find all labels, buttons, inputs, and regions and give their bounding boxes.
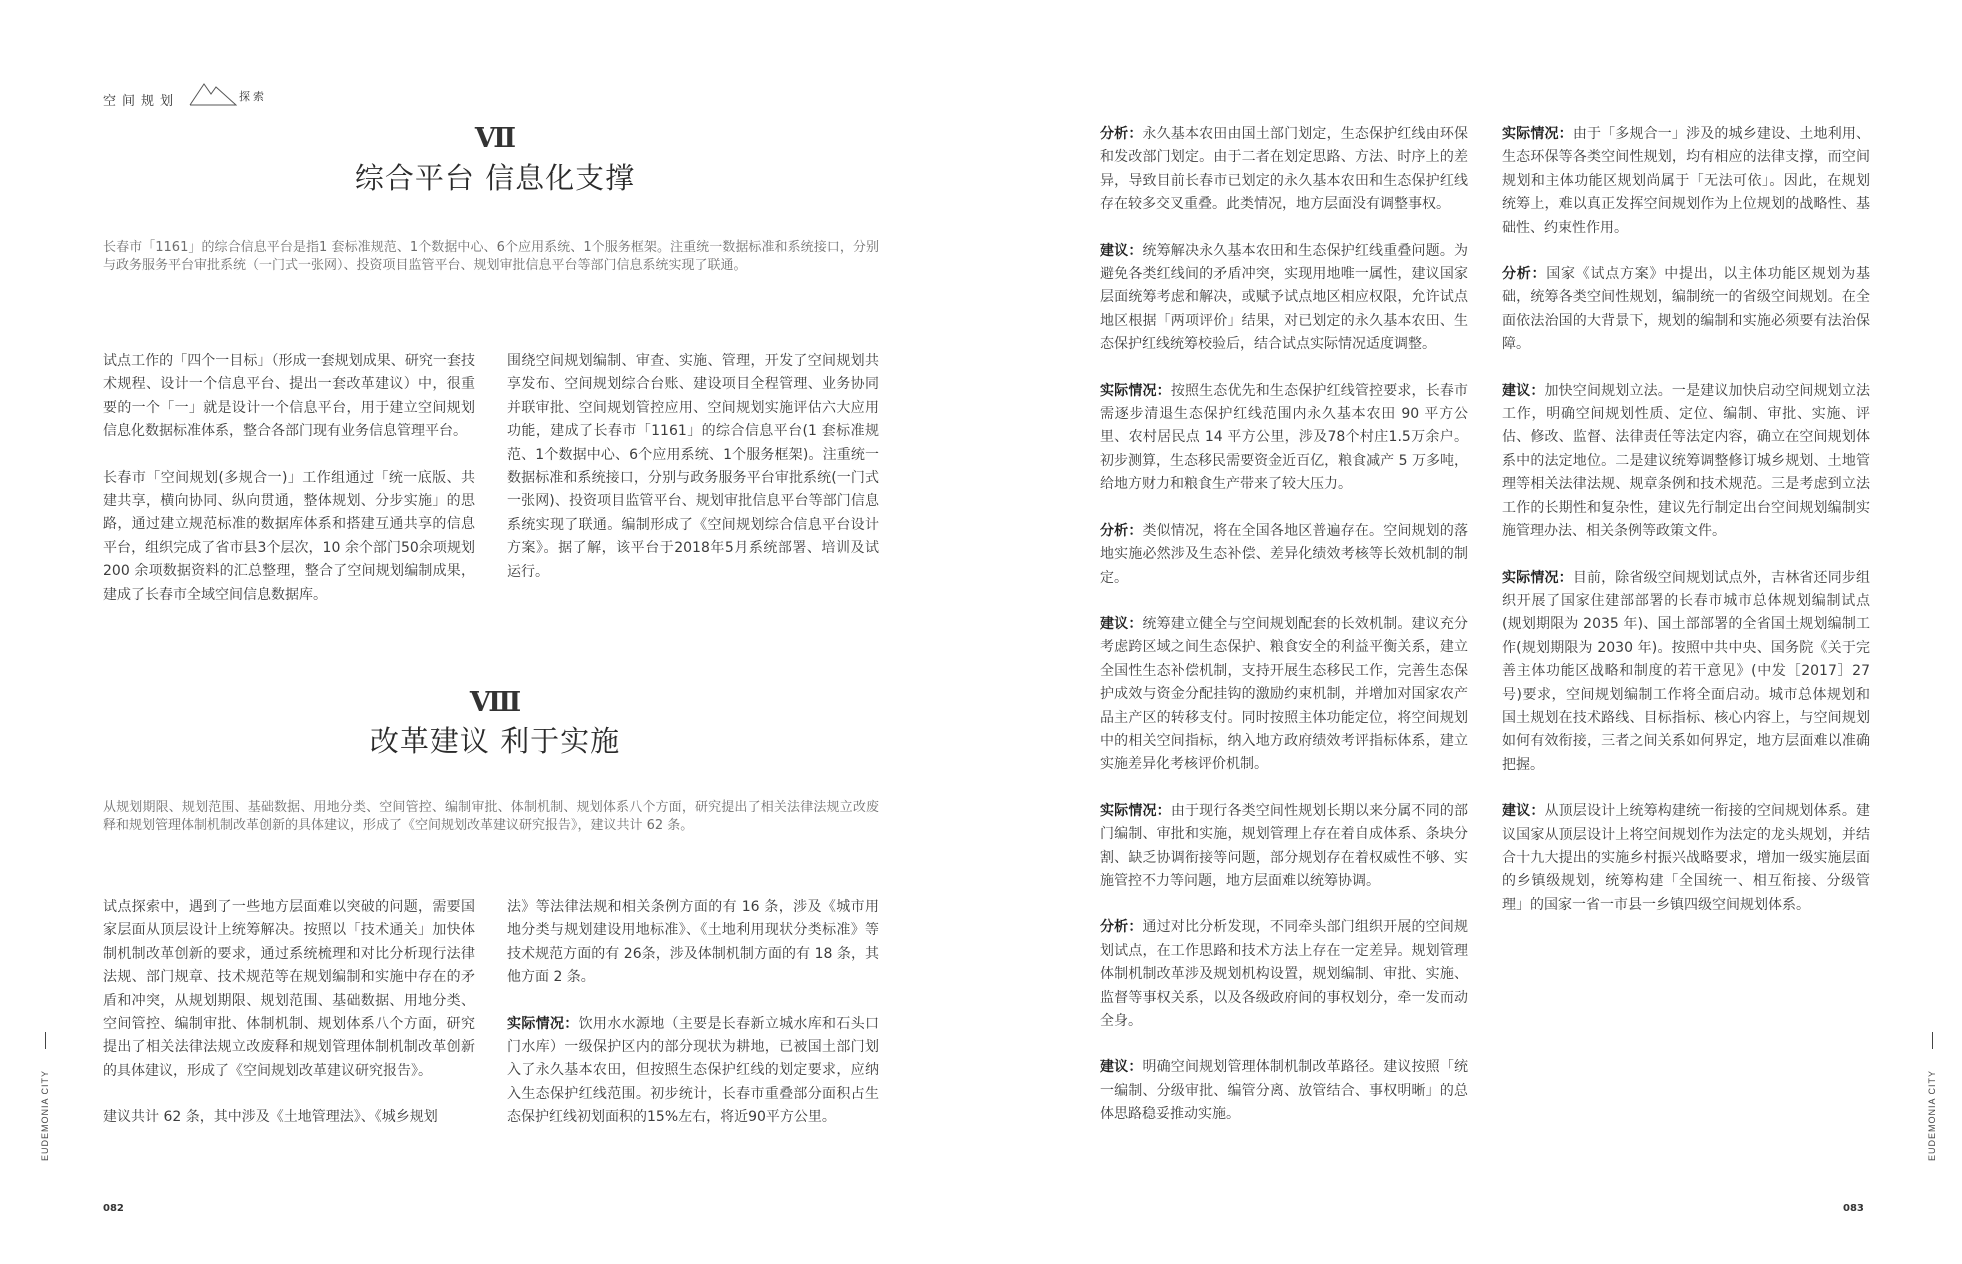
- para-label: 建议：: [1100, 615, 1143, 632]
- para-text: 永久基本农田由国土部门划定，生态保护红线由环保和发改部门划定。由于二者在划定思路、方法、时序上的差异，导致目前长春市已划定的永久基本农田和生态保护红线存在较多交叉重叠。此类情况，地方层面没有调整事权。: [1100, 126, 1469, 213]
- paragraph: [1502, 263, 1870, 357]
- s8-column-1: [103, 896, 475, 1153]
- page-number: 082: [103, 1203, 124, 1214]
- s8-column-2: [507, 896, 879, 1153]
- paragraph: [1502, 123, 1870, 240]
- paragraph: [1100, 240, 1468, 357]
- paragraph: [507, 1013, 879, 1130]
- paragraph: [1100, 1056, 1468, 1126]
- para-text: 按照生态优先和生态保护红线管控要求，长春市需逐步清退生态保护红线范围内永久基本农田 90 平方公里、农村居民点 14 平方公里，涉及78个村庄1.5万余户。初步测算，生态移民需要资金近百亿，粮食减产 5 万多吨，给地方财力和粮食生产带来了较大压力。: [1100, 382, 1469, 493]
- para-label: 建议：: [1100, 242, 1143, 259]
- margin-tick: [45, 1032, 46, 1049]
- para-text: 通过对比分析发现，不同牵头部门组织开展的空间规划试点，在工作思路和技术方法上存在一定差异。规划管理体制机制改革涉及规划机构设置，规划编制、审批、实施、监督等事权关系，以及各级政府间的事权划分，牵一发而动全身。: [1100, 919, 1469, 1029]
- paragraph: 建议共计 62 条，其中涉及《土地管理法》、《城乡规划: [103, 1109, 438, 1126]
- paragraph: [1502, 380, 1870, 544]
- para-text: 明确空间规划管理体制机制改革路径。建议按照「统一编制、分级审批、编管分离、放管结合、事权明晰」的总体思路稳妥推动实施。: [1100, 1059, 1469, 1123]
- s7-column-1: [103, 350, 475, 630]
- para-text: 饮用水水源地（主要是长春新立城水库和石头口门水库）一级保护区内的部分现状为耕地，已被国土部门划入了永久基本农田，但按照生态保护红线的划定要求，应纳入生态保护红线范围。初步统计，长春市重叠部分面积占生态保护红线初划面积的15%左右，将近90平方公里。: [507, 1015, 880, 1126]
- section-intro-8: 从规划期限、规划范围、基础数据、用地分类、空间管控、编制审批、体制机制、规划体系八个方面，研究提出了相关法律法规立改废释和规划管理体制机制改革创新的具体建议，形成了《空间规划改革建议研究报告》，建议共计 62 条。: [103, 800, 879, 834]
- paragraph: 试点工作的「四个一目标」（形成一套规划成果、研究一套技术规程、设计一个信息平台、提出一套改革建议）中，很重要的一个「一」就是设计一个信息平台，用于建立空间规划信息化数据标准体系，整合各部门现有业务信息管理平台。: [103, 353, 475, 440]
- paragraph: [1100, 916, 1468, 1033]
- margin-tick: [1932, 1032, 1933, 1049]
- para-label: 建议：: [1502, 803, 1545, 820]
- paragraph: 法》等法律法规和相关条例方面的有 16 条，涉及《城市用地分类与规划建设用地标准》、《土地利用现状分类标准》等技术规范方面的有 26条，涉及体制机制方面的有 18 条，其他方面 2 条。: [507, 899, 879, 986]
- para-label: 分析：: [1100, 522, 1143, 539]
- para-text: 从顶层设计上统筹构建统一衔接的空间规划体系。建议国家从顶层设计上将空间规划作为法定的龙头规划，并结合十九大提出的实施乡村振兴战略要求，增加一级实施层面的乡镇级规划，统筹构建「全国统一、相互衔接、分级管理」的国家一省一市县一乡镇四级空间规划体系。: [1502, 803, 1871, 913]
- para-text: 由于现行各类空间性规划长期以来分属不同的部门编制、审批和实施，规划管理上存在着自成体系、条块分割、缺乏协调衔接等问题，部分规划存在着权威性不够、实施管控不力等问题，地方层面难以统筹协调。: [1100, 802, 1469, 889]
- para-label: 分析：: [1502, 266, 1547, 283]
- paragraph: 围绕空间规划编制、审查、实施、管理，开发了空间规划共享发布、空间规划综合台账、建设项目全程管理、业务协同并联审批、空间规划管控应用、空间规划实施评估六大应用功能，建成了长春市「1161」的综合信息平台(1 套标准规范、1个数据中心、6个应用系统、1个服务框架)。注重统一数据标准和系统接口，分别与政务服务平台审批系统(一门式一张网)、投资项目监管平台、规划审批信息平台等部门信息系统实现了联通。编制形成了《空间规划综合信息平台设计方案》。据了解，该平台于2018年5月系统部署、培训及试运行。: [507, 353, 879, 580]
- para-label: 实际情况：: [1100, 382, 1171, 399]
- section-intro-7: 长春市「1161」的综合信息平台是指1 套标准规范、1个数据中心、6个应用系统、1个服务框架。注重统一数据标准和系统接口，分别与政务服务平台审批系统（一门式一张网）、投资项目监管平台、规划审批信息平台等部门信息系统实现了联通。: [103, 240, 879, 274]
- para-text: 统筹建立健全与空间规划配套的长效机制。建议充分考虑跨区域之间生态保护、粮食安全的利益平衡关系，建立全国性生态补偿机制，支持开展生态移民工作，完善生态保护成效与资金分配挂钩的激励约束机制，并增加对国家农产品主产区的转移支付。同时按照主体功能定位，将空间规划中的相关空间指标，纳入地方政府绩效考评指标体系，建立实施差异化考核评价机制。: [1100, 615, 1469, 773]
- para-text: 国家《试点方案》中提出，以主体功能区规划为基础，统筹各类空间性规划，编制统一的省级空间规划。在全面依法治国的大背景下，规划的编制和实施必须要有法治保障。: [1502, 266, 1870, 353]
- section-label: 空间规划: [103, 94, 180, 109]
- section-numeral-8: Ⅷ: [469, 687, 521, 718]
- section-sublabel: 探索: [239, 90, 267, 103]
- paragraph: 试点探索中，遇到了一些地方层面难以突破的问题，需要国家层面从顶层设计上统筹解决。按照以「技术通关」加快体制机制改革创新的要求，通过系统梳理和对比分析现行法律法规、部门规章、技术规范等在规划编制和实施中存在的矛盾和冲突，从规划期限、规划范围、基础数据、用地分类、空间管控、编制审批、体制机制、规划体系八个方面，研究提出了相关法律法规立改废释和规划管理体制机制改革创新的具体建议，形成了《空间规划改革建议研究报告》。: [103, 899, 475, 1079]
- section-numeral-7: Ⅶ: [474, 123, 516, 154]
- para-label: 建议：: [1100, 1059, 1143, 1076]
- paragraph: [1100, 123, 1468, 217]
- page-number: 083: [1843, 1203, 1864, 1214]
- para-label: 实际情况：: [1100, 802, 1171, 819]
- para-text: 加快空间规划立法。一是建议加快启动空间规划立法工作，明确空间规划性质、定位、编制、审批、实施、评估、修改、监督、法律责任等法定内容，确立在空间规划体系中的法定地位。二是建议统筹调整修订城乡规划、土地管理等相关法律法规、规章条例和技术规范。三是考虑到立法工作的长期性和复杂性，建议先行制定出台空间规划编制实施管理办法、相关条例等政策文件。: [1502, 382, 1871, 540]
- para-label: 实际情况：: [1502, 569, 1573, 586]
- right-column-2: [1502, 123, 1870, 940]
- para-label: 建议：: [1502, 382, 1545, 399]
- para-label: 分析：: [1100, 919, 1143, 936]
- paragraph: [1100, 613, 1468, 777]
- para-text: 统筹解决永久基本农田和生态保护红线重叠问题。为避免各类红线间的矛盾冲突，实现用地唯一属性，建议国家层面统筹考虑和解决，或赋予试点地区相应权限，允许试点地区根据「两项评价」结果，对已划定的永久基本农田、生态保护红线统筹校验后，结合试点实际情况适度调整。: [1100, 242, 1469, 353]
- paragraph: [1502, 567, 1870, 778]
- side-brand: EUDEMONIA CITY: [1927, 1070, 1937, 1162]
- mountain-icon: [189, 80, 237, 106]
- para-label: 实际情况：: [507, 1015, 579, 1032]
- right-column-1: [1100, 123, 1468, 1150]
- para-text: 由于「多规合一」涉及的城乡建设、土地利用、生态环保等各类空间性规划，均有相应的法律支撑，而空间规划和主体功能区规划尚属于「无法可依」。因此，在规划统筹上，难以真正发挥空间规划作为上位规划的战略性、基础性、约束性作用。: [1502, 126, 1871, 236]
- para-label: 实际情况：: [1502, 126, 1573, 142]
- paragraph: [1100, 520, 1468, 590]
- paragraph: [1502, 800, 1870, 917]
- para-label: 分析：: [1100, 126, 1143, 142]
- paragraph: [1100, 800, 1468, 894]
- para-text: 目前，除省级空间规划试点外，吉林省还同步组织开展了国家住建部部署的长春市城市总体规划编制试点(规划期限为 2035 年)、国土部部署的全省国土规划编制工作(规划期限为 2030 年)。按照中共中央、国务院《关于完善主体功能区战略和制度的若干意见》(中发［2017］27 号)要求，空间规划编制工作将全面启动。城市总体规划和国土规划在技术路线、目标指标、核心内容上，与空间规划如何有效衔接，三者之间关系如何界定，地方层面难以准确把握。: [1502, 569, 1871, 773]
- section-title-8: 改革建议 利于实施: [369, 724, 621, 758]
- para-text: 类似情况，将在全国各地区普遍存在。空间规划的落地实施必然涉及生态补偿、差异化绩效考核等长效机制的制定。: [1100, 522, 1469, 586]
- section-title-7: 综合平台 信息化支撑: [354, 161, 636, 195]
- side-brand: EUDEMONIA CITY: [40, 1070, 50, 1162]
- s7-column-2: [507, 350, 879, 607]
- paragraph: [1100, 380, 1468, 497]
- paragraph: 长春市「空间规划(多规合一)」工作组通过「统一底版、共建共享，横向协同、纵向贯通，整体规划、分步实施」的思路，通过建立规范标准的数据库体系和搭建互通共享的信息平台，组织完成了省市县3个层次，10 余个部门50余项规划 200 余项数据资料的汇总整理，整合了空间规划编制成果，建成了长春市全域空间信息数据库。: [103, 469, 475, 603]
